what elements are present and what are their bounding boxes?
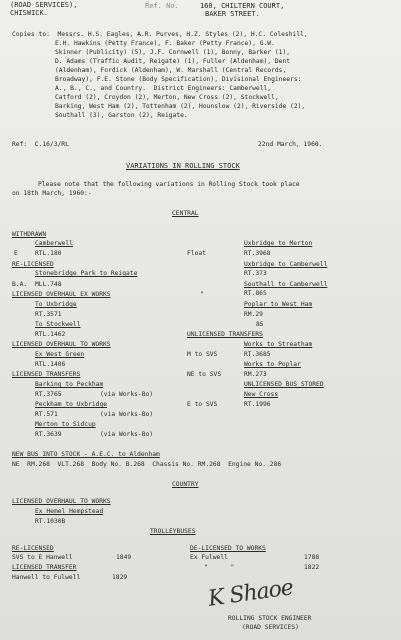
handwritten-signature: K Shaoe: [206, 575, 295, 612]
entry-route: Works to Poplar: [244, 361, 301, 368]
unlicensed-stored-heading: UNLICENSED BUS STORED: [244, 381, 324, 388]
entry-route: Stonebridge Park to Reigate: [35, 270, 138, 277]
vehicle-number: RT.865: [244, 290, 267, 297]
entry-route: Hanwell to Fulwell: [12, 574, 81, 581]
entry-route: Merton to Sidcup: [35, 421, 96, 428]
vehicle-number: RM.29: [244, 311, 263, 318]
via-note: (via Works-Bo): [100, 411, 154, 418]
new-bus-heading: NEW BUS INTO STOCK - A.E.C. to Aldenham: [12, 451, 160, 458]
intro-line-2: on 18th March, 1960:-: [12, 190, 92, 197]
relicensed-heading: RE-LICENSED: [12, 261, 54, 268]
entry-route: To Stockwell: [35, 321, 81, 328]
copies-line: Southall (3), Garston (2), Reigate.: [55, 112, 188, 119]
section-central-heading: CENTRAL: [172, 210, 199, 217]
reference: Ref: C.16/3/RL: [12, 141, 69, 148]
vehicle-number: 1829: [112, 574, 128, 581]
ditto-mark: " ": [204, 564, 235, 571]
document-title: VARIATIONS IN ROLLING STOCK: [126, 162, 240, 170]
letterhead-left-2: CHISWICK.: [10, 9, 48, 17]
entry-route: Peckham to Uxbridge: [35, 401, 108, 408]
vehicle-number: 1788: [304, 554, 320, 561]
letterhead-right-2: BAKER STREET.: [205, 10, 260, 18]
letterhead-right-1: 160, CHILTERN COURT,: [200, 2, 285, 10]
vehicle-number: 1822: [304, 564, 320, 571]
vehicle-number: MLL.748: [35, 281, 62, 288]
relicensed-heading: RE-LICENSED: [12, 545, 54, 552]
garage-code: M to SVS: [187, 351, 218, 358]
entry-route: Uxbridge to Camberwell: [244, 261, 328, 268]
vehicle-number: RT.1996: [244, 401, 271, 408]
vehicle-number: RTL.1462: [35, 331, 66, 338]
vehicle-number: 85: [256, 321, 264, 328]
vehicle-number: RT.3571: [35, 311, 62, 318]
garage-code: E: [14, 250, 18, 257]
entry-route: Poplar to West Ham: [244, 301, 313, 308]
entry-route: Works to Streatham: [244, 341, 313, 348]
document-date: 22nd March, 1960.: [258, 141, 323, 148]
garage-code: E to SVS: [187, 401, 218, 408]
float-label: Float: [187, 250, 206, 257]
vehicle-number: RT.3685: [244, 351, 271, 358]
unlicensed-transfers-heading: UNLICENSED TRANSFERS: [187, 331, 263, 338]
vehicle-number: RT.373: [244, 270, 267, 277]
entry-route: SVS to E Hanwell: [12, 554, 73, 561]
delicensed-to-works-heading: DE-LICENSED TO WORKS: [190, 545, 266, 552]
vehicle-number: RT.571: [35, 411, 58, 418]
ditto-mark: ": [200, 291, 204, 298]
vehicle-number: RTL.180: [35, 250, 62, 257]
copies-line: Skinner (Publicity) (5), J.F. Cornwell (1), Bonny, Barker (1),: [55, 49, 291, 56]
entry-route: New Cross: [244, 391, 279, 398]
trolleybuses-heading: TROLLEYBUSES: [150, 528, 196, 535]
withdrawn-heading: WITHDRAWN: [12, 231, 47, 238]
copies-line: Copies to: Messrs. H.S. Eagles, A.R. Purves, H.Z. Styles (2), H.C. Coleshill,: [12, 31, 308, 38]
vehicle-number: 1849: [116, 554, 132, 561]
entry-route: Ex Hemel Hempstead: [35, 508, 104, 515]
signatory-title-1: ROLLING STOCK ENGINEER: [228, 615, 312, 622]
vehicle-number: RT.3968: [244, 250, 271, 257]
licensed-transfers-heading: LICENSED TRANSFERS: [12, 371, 81, 378]
entry-route: Ex Fulwell: [190, 554, 228, 561]
copies-line: Catford (2), Croydon (2), Merton, New Cross (2), Stockwell,: [55, 94, 279, 101]
via-note: (via Works-Bo): [100, 431, 154, 438]
signatory-title-2: (ROAD SERVICES): [242, 624, 299, 631]
letterhead-ref-label: Ref. No.: [145, 2, 179, 10]
vehicle-number: RTL.1406: [35, 361, 66, 368]
intro-line-1: Please note that the following variations in Rolling Stock took place: [38, 181, 300, 188]
entry-route: Ex West Green: [35, 351, 85, 358]
copies-line: A., B., C., and Country. District Engineers: Camberwell,: [55, 85, 272, 92]
vehicle-number: RT.3765: [35, 391, 62, 398]
vehicle-number: RT.3639: [35, 431, 62, 438]
entry-route: To Uxbridge: [35, 301, 77, 308]
via-note: (via Works-Bo): [100, 391, 154, 398]
copies-line: D. Adams (Traffic Audit, Reigate) (1), Fuller (Aldenham), Dent: [55, 58, 291, 65]
new-bus-detail: NE RM.268 VLT.268 Body No. B.268 Chassis No. RM.268 Engine No. 286: [12, 461, 282, 468]
garage-code: NE to SVS: [187, 371, 222, 378]
vehicle-number: RT.1030B: [35, 518, 66, 525]
garage-code: B.A.: [12, 281, 28, 288]
entry-route: Southall to Camberwell: [244, 281, 328, 288]
licensed-to-works-heading: LICENSED OVERHAUL TO WORKS: [12, 341, 111, 348]
vehicle-number: RM.273: [244, 371, 267, 378]
copies-line: (Aldenham), Fordick (Aldenham), W. Marshall (Central Records,: [55, 67, 287, 74]
copies-line: E.H. Hawkins (Petty France), F. Baker (Petty France), G.W.: [55, 40, 275, 47]
copies-line: Broadway), F.E. Stone (Body Specification), Divisional Engineers:: [55, 76, 302, 83]
entry-route: Uxbridge to Merton: [244, 240, 313, 247]
licensed-transfer-heading: LICENSED TRANSFER: [12, 564, 77, 571]
entry-route: Barking to Peckham: [35, 381, 104, 388]
entry-route: Camberwell: [35, 240, 73, 247]
section-country-heading: COUNTRY: [172, 481, 199, 488]
letterhead-left-1: (ROAD SERVICES),: [10, 1, 78, 9]
copies-line: Barking, West Ham (2), Tottenham (2), Hounslow (2), Riverside (2),: [55, 103, 306, 110]
licensed-ex-works-heading: LICENSED OVERHAUL EX WORKS: [12, 291, 111, 298]
licensed-to-works-heading: LICENSED OVERHAUL TO WORKS: [12, 498, 111, 505]
